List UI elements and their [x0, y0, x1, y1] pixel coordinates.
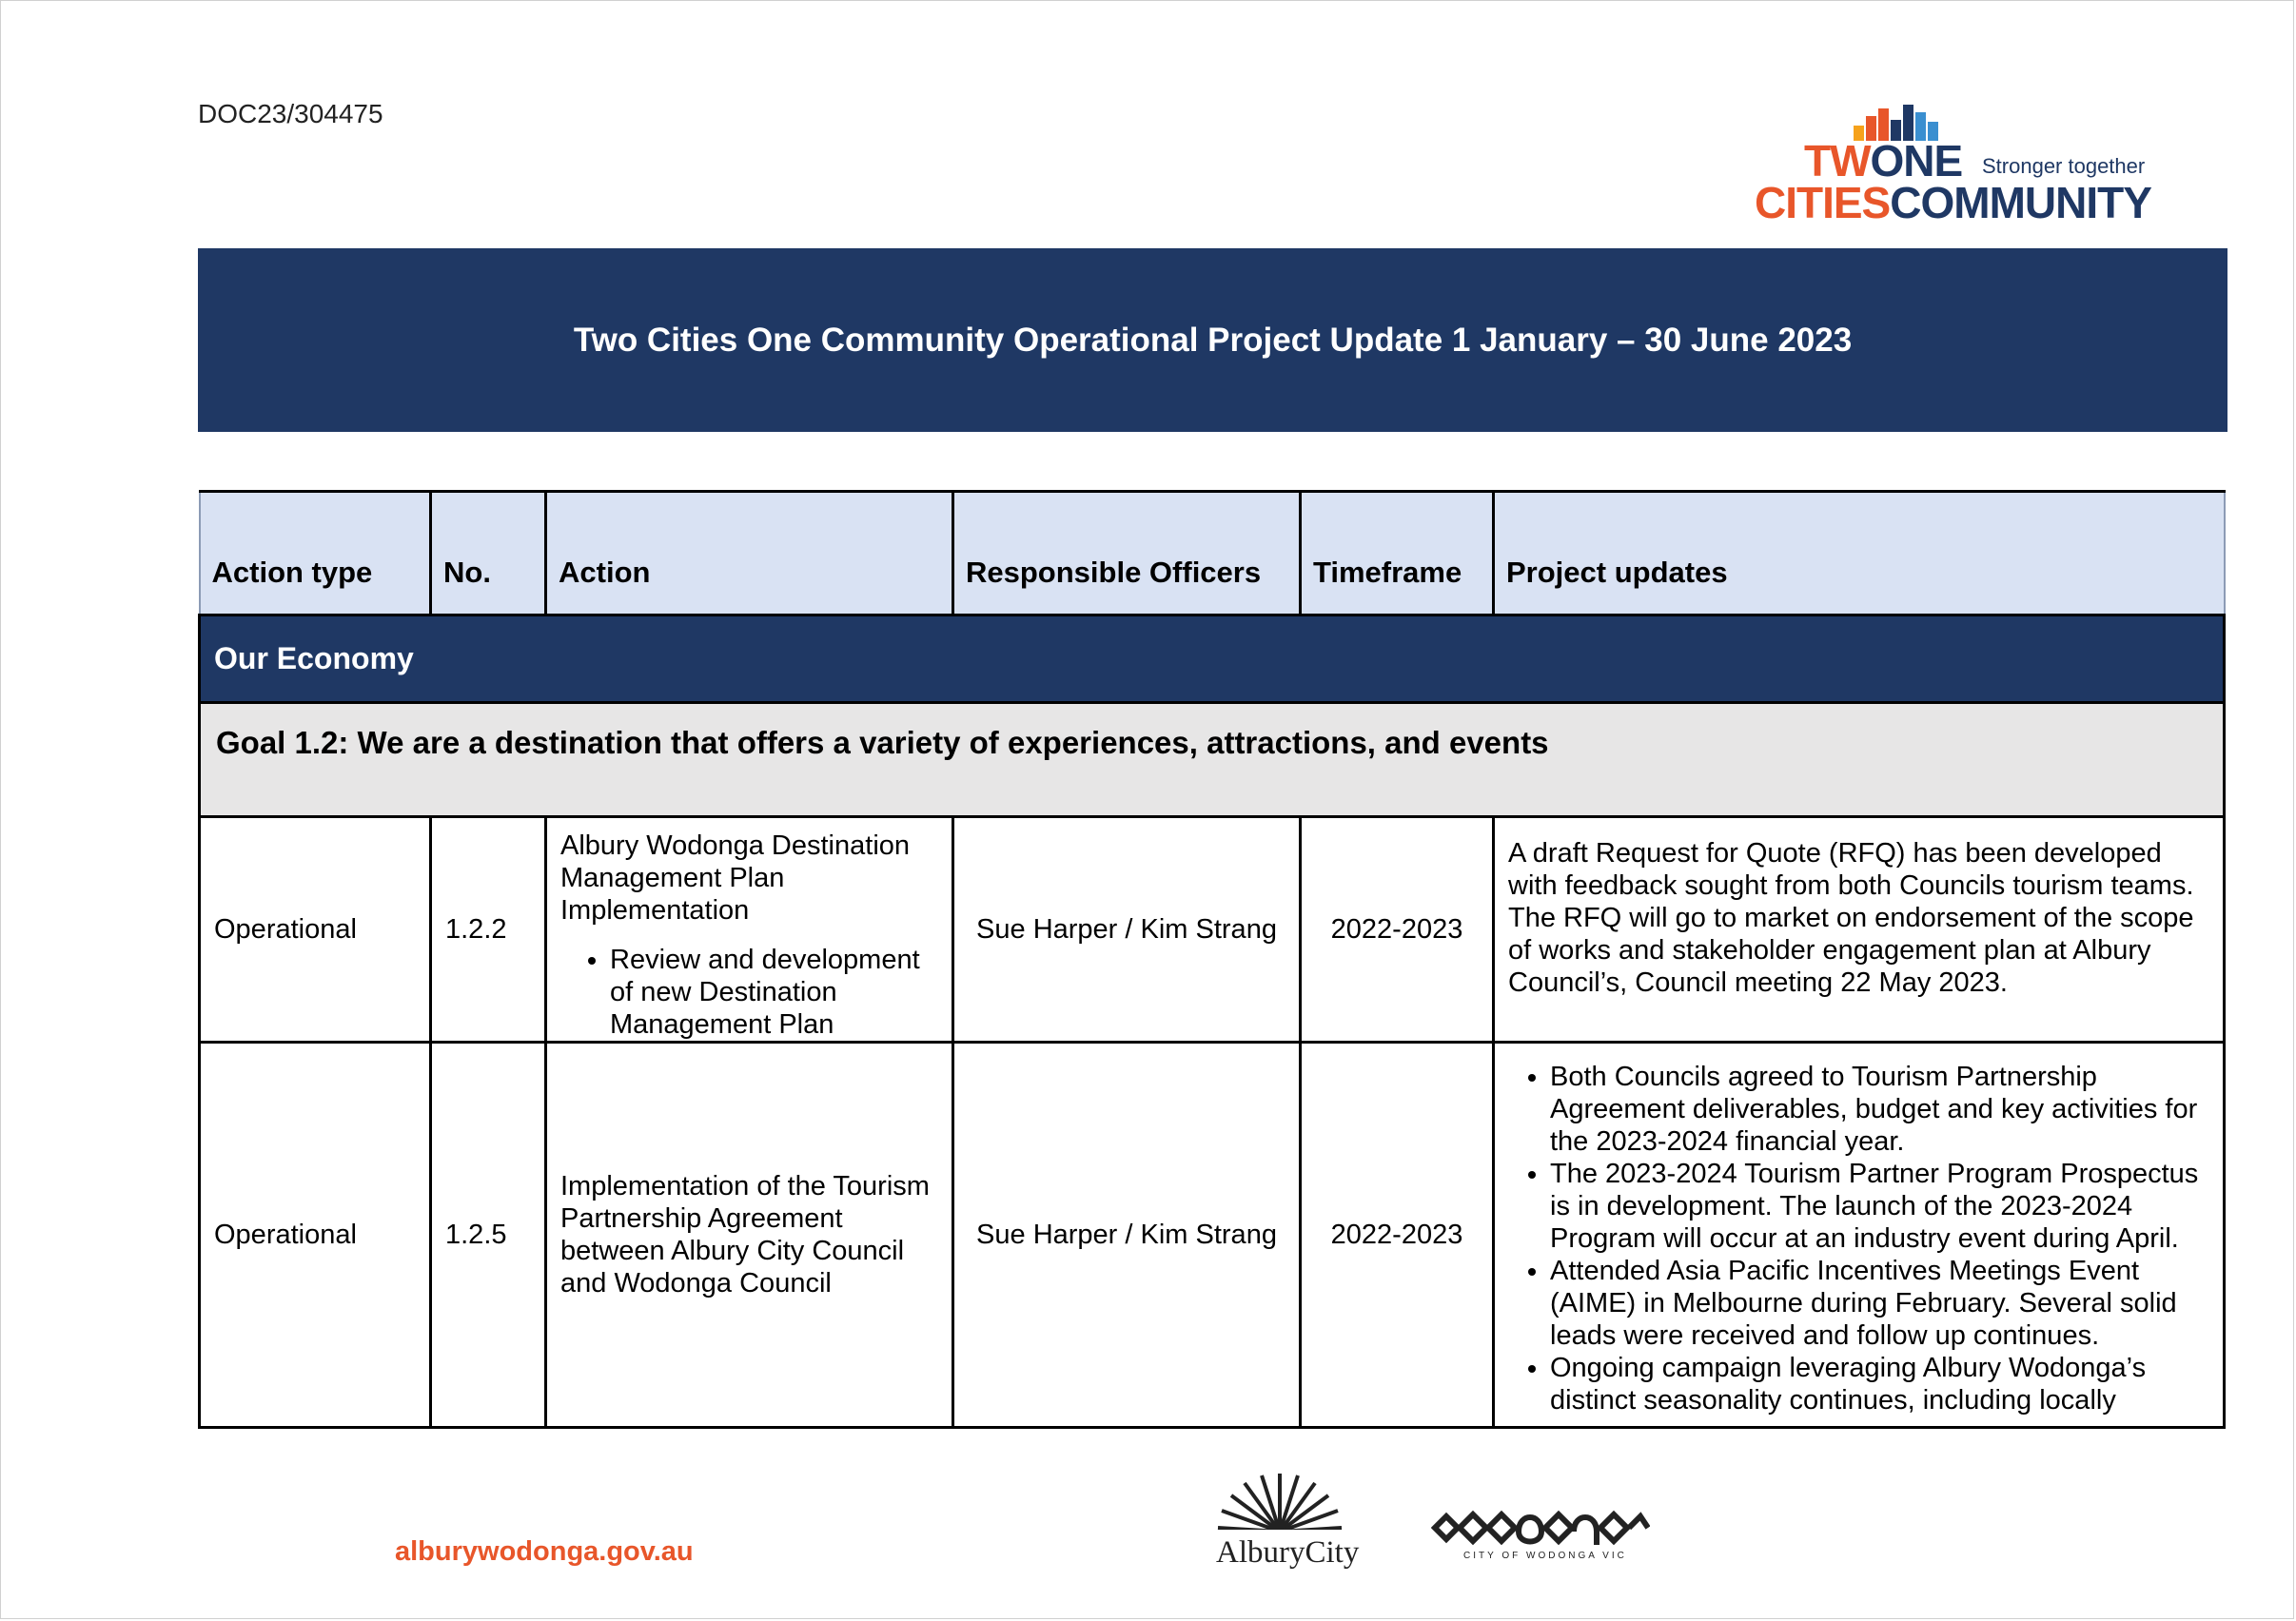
section-title: Our Economy	[200, 615, 2225, 703]
header-action-type: Action type	[200, 492, 431, 615]
goal-title: Goal 1.2: We are a destination that offers a variety of experiences, attractions, and events	[200, 703, 2225, 817]
logo-tagline: Stronger together	[1982, 154, 2146, 178]
action-text: Albury Wodonga Destination Management Plan Implementation	[560, 830, 911, 926]
cell-action-type: Operational	[200, 1043, 431, 1428]
action-bullets	[560, 944, 938, 1041]
update-bullet: • Ongoing campaign leveraging Albury Wodonga’s distinct seasonality continues, including locally	[1550, 1352, 2209, 1416]
cell-action: Implementation of the Tourism Partnership Agreement between Albury City Council and Wodonga Council	[546, 1043, 953, 1428]
cell-action-type: Operational	[200, 817, 431, 1043]
update-bullet: • Attended Asia Pacific Incentives Meetings Event (AIME) in Melbourne during February. Several solid leads were received and follow up continues.	[1550, 1255, 2209, 1352]
logo-line1: TWONE	[1804, 136, 1963, 186]
skyline-bars-icon	[1854, 103, 1949, 141]
cell-action	[546, 817, 953, 1043]
update-bullet: • Both Councils agreed to Tourism Partnership Agreement deliverables, budget and key activities for the 2023-2024 financial year.	[1550, 1061, 2209, 1158]
logo-line2: CITIESCOMMUNITY	[1755, 178, 2151, 227]
table-row	[200, 1043, 2225, 1428]
update-bullets	[1508, 1061, 2209, 1416]
footer-website-link[interactable]: alburywodonga.gov.au	[395, 1536, 694, 1567]
cell-responsible-officers: Sue Harper / Kim Strang	[953, 817, 1301, 1043]
two-cities-logo	[1751, 103, 2179, 226]
table-row	[200, 817, 2225, 1043]
header-action: Action	[546, 492, 953, 615]
albury-city-logo	[1208, 1473, 1360, 1577]
header-timeframe: Timeframe	[1301, 492, 1494, 615]
table-header-row	[200, 492, 2225, 615]
wodonga-logo	[1431, 1503, 1650, 1570]
document-reference: DOC23/304475	[198, 99, 383, 128]
header-no: No.	[431, 492, 546, 615]
update-bullet: • The 2023-2024 Tourism Partner Program Prospectus is in development. The launch of the 2023-2024 Program will occur at an industry event during April.	[1550, 1158, 2209, 1255]
section-row	[200, 615, 2225, 703]
title-banner	[198, 248, 2227, 432]
cell-timeframe: 2022-2023	[1301, 817, 1494, 1043]
albury-logo-text: AlburyCity	[1216, 1535, 1360, 1570]
action-bullet: • Review and development of new Destination Management Plan	[610, 944, 938, 1041]
cell-responsible-officers: Sue Harper / Kim Strang	[953, 1043, 1301, 1428]
wodonga-logo-subtitle: CITY OF WODONGA VIC	[1463, 1551, 1627, 1561]
cell-timeframe: 2022-2023	[1301, 1043, 1494, 1428]
cell-project-updates	[1494, 1043, 2225, 1428]
albury-sunburst-icon	[1208, 1473, 1351, 1539]
page-title: Two Cities One Community Operational Project Update 1 January – 30 June 2023	[573, 321, 1853, 359]
wodonga-pattern-icon	[1431, 1503, 1650, 1551]
cell-no: 1.2.2	[431, 817, 546, 1043]
cell-project-update: A draft Request for Quote (RFQ) has been developed with feedback sought from both Councils tourism teams. The RFQ will go to market on endorsement of the scope of works and stakeholder engagement plan at Albury Council’s, Council meeting 22 May 2023.	[1494, 817, 2225, 1043]
goal-row	[200, 703, 2225, 817]
cell-no: 1.2.5	[431, 1043, 546, 1428]
header-responsible-officers: Responsible Officers	[953, 492, 1301, 615]
header-project-updates: Project updates	[1494, 492, 2225, 615]
project-update-table	[198, 490, 2226, 1429]
